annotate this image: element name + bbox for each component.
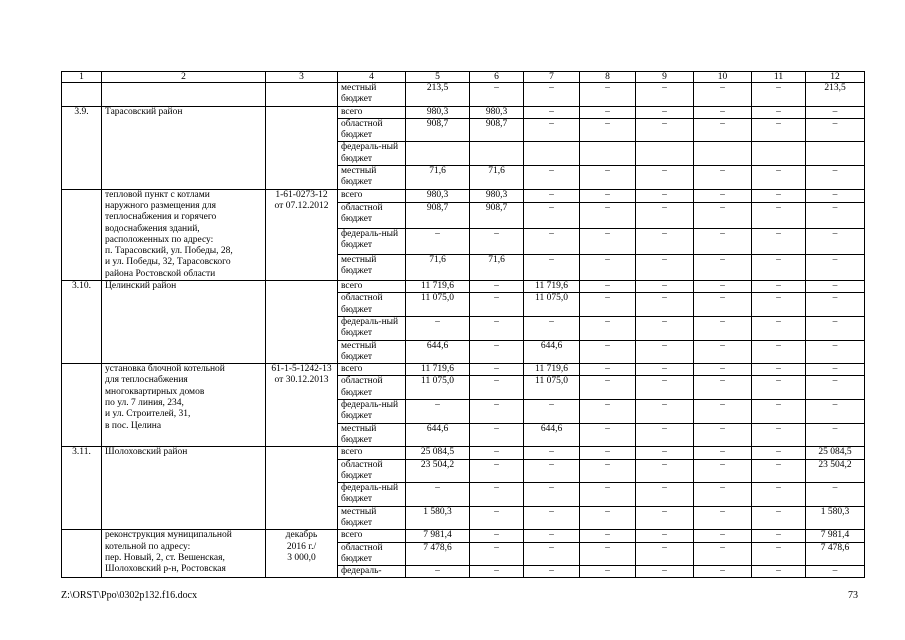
dash-cell: – [694, 364, 752, 376]
dash-cell: – [470, 506, 524, 530]
dash-cell: – [694, 118, 752, 142]
budget-type: всего [338, 364, 406, 376]
table-row [62, 281, 865, 293]
col-header: 5 [406, 72, 470, 83]
dash-cell: – [806, 364, 865, 376]
dash-cell: – [752, 316, 806, 340]
dash-cell: – [580, 459, 636, 483]
value-cell: 71,6 [470, 166, 524, 190]
value-cell: 908,7 [470, 118, 524, 142]
section-number: 3.10. [62, 281, 102, 364]
dash-cell: – [752, 255, 806, 281]
dash-cell: – [694, 281, 752, 293]
object-document: 1-61-0273-12 от 07.12.2012 [266, 189, 338, 280]
budget-type: всего [338, 106, 406, 118]
budget-type: федераль-ный бюджет [338, 316, 406, 340]
dash-cell: – [470, 566, 524, 578]
dash-cell: – [470, 364, 524, 376]
table-row [62, 106, 865, 118]
dash-cell: – [580, 83, 636, 107]
dash-cell: – [636, 364, 694, 376]
dash-cell: – [580, 340, 636, 364]
dash-cell: – [470, 316, 524, 340]
dash-cell: – [636, 118, 694, 142]
value-cell: 7 981,4 [406, 530, 470, 542]
budget-type: федераль-ный бюджет [338, 483, 406, 507]
object-document: декабрь 2016 г./ 3 000,0 [266, 530, 338, 578]
dash-cell: – [806, 106, 865, 118]
budget-type: областной бюджет [338, 118, 406, 142]
dash-cell: – [806, 189, 865, 203]
value-cell: 11 719,6 [406, 281, 470, 293]
value-cell: 11 719,6 [406, 364, 470, 376]
value-cell: 25 084,5 [806, 447, 865, 459]
dash-cell: – [806, 400, 865, 424]
value-cell: 644,6 [524, 423, 580, 447]
dash-cell: – [580, 423, 636, 447]
dash-cell: – [524, 83, 580, 107]
dash-cell: – [636, 293, 694, 317]
dash-cell: – [806, 255, 865, 281]
dash-cell: – [636, 83, 694, 107]
budget-type: областной бюджет [338, 542, 406, 566]
district-name: Тарасовский район [102, 106, 266, 189]
value-cell: 644,6 [524, 340, 580, 364]
col-header: 6 [470, 72, 524, 83]
dash-cell: – [694, 506, 752, 530]
table-row [62, 83, 865, 107]
dash-cell: – [694, 376, 752, 400]
table-row [62, 530, 865, 542]
dash-cell: – [524, 447, 580, 459]
budget-type: областной бюджет [338, 376, 406, 400]
dash-cell: – [580, 229, 636, 255]
dash-cell: – [636, 447, 694, 459]
dash-cell: – [580, 483, 636, 507]
value-cell: 11 075,0 [406, 376, 470, 400]
table-row [62, 189, 865, 203]
dash-cell: – [580, 400, 636, 424]
dash-cell: – [806, 483, 865, 507]
dash-cell: – [752, 166, 806, 190]
district-name: Целинский район [102, 281, 266, 364]
budget-type: местный бюджет [338, 166, 406, 190]
dash-cell: – [470, 229, 524, 255]
dash-cell: – [524, 189, 580, 203]
dash-cell: – [580, 530, 636, 542]
dash-cell: – [806, 229, 865, 255]
col-header: 4 [338, 72, 406, 83]
dash-cell: – [694, 530, 752, 542]
dash-cell: – [752, 530, 806, 542]
col-header: 1 [62, 72, 102, 83]
dash-cell: – [406, 566, 470, 578]
dash-cell: – [694, 189, 752, 203]
dash-cell: – [752, 106, 806, 118]
dash-cell: – [636, 506, 694, 530]
budget-type: областной бюджет [338, 203, 406, 229]
dash-cell: – [406, 229, 470, 255]
dash-cell: – [636, 376, 694, 400]
dash-cell: – [694, 255, 752, 281]
dash-cell: – [752, 83, 806, 107]
dash-cell: – [470, 376, 524, 400]
dash-cell: – [470, 459, 524, 483]
page-number: 73 [848, 590, 858, 601]
dash-cell: – [636, 423, 694, 447]
dash-cell: – [806, 166, 865, 190]
budget-type: областной бюджет [338, 293, 406, 317]
budget-type: федераль-ный бюджет [338, 142, 406, 166]
dash-cell: – [694, 340, 752, 364]
value-cell: 11 719,6 [524, 364, 580, 376]
budget-table [61, 71, 865, 578]
dash-cell: – [694, 166, 752, 190]
dash-cell: – [524, 400, 580, 424]
table-row [62, 447, 865, 459]
dash-cell: – [752, 189, 806, 203]
dash-cell: – [636, 459, 694, 483]
dash-cell: – [806, 118, 865, 142]
dash-cell: – [694, 316, 752, 340]
value-cell: 908,7 [470, 203, 524, 229]
dash-cell: – [470, 83, 524, 107]
dash-cell: – [580, 364, 636, 376]
dash-cell: – [806, 340, 865, 364]
value-cell: 1 580,3 [806, 506, 865, 530]
object-document: 61-1-5-1242-13 от 30.12.2013 [266, 364, 338, 447]
dash-cell: – [580, 118, 636, 142]
dash-cell: – [580, 293, 636, 317]
value-cell: 213,5 [806, 83, 865, 107]
dash-cell: – [752, 229, 806, 255]
dash-cell: – [636, 316, 694, 340]
value-cell: 7 981,4 [806, 530, 865, 542]
dash-cell: – [524, 530, 580, 542]
dash-cell: – [694, 83, 752, 107]
budget-type: всего [338, 447, 406, 459]
col-header: 8 [580, 72, 636, 83]
col-header: 10 [694, 72, 752, 83]
value-cell: 71,6 [406, 255, 470, 281]
budget-type: областной бюджет [338, 459, 406, 483]
dash-cell: – [470, 530, 524, 542]
budget-type: местный бюджет [338, 340, 406, 364]
dash-cell: – [524, 316, 580, 340]
object-description: реконструкция муниципальной котельной по адресу: пер. Новый, 2, ст. Вешенская, Шолоховский р-н, Ростовская [102, 530, 266, 578]
value-cell: 644,6 [406, 340, 470, 364]
dash-cell: – [524, 542, 580, 566]
dash-cell: – [752, 459, 806, 483]
dash-cell: – [524, 166, 580, 190]
value-cell: 71,6 [470, 255, 524, 281]
dash-cell: – [806, 293, 865, 317]
value-cell: 7 478,6 [406, 542, 470, 566]
value-cell: 980,3 [470, 189, 524, 203]
value-cell: 980,3 [406, 106, 470, 118]
dash-cell: – [752, 281, 806, 293]
dash-cell: – [752, 400, 806, 424]
dash-cell: – [524, 255, 580, 281]
dash-cell: – [752, 203, 806, 229]
dash-cell: – [470, 293, 524, 317]
dash-cell: – [580, 255, 636, 281]
dash-cell: – [694, 106, 752, 118]
dash-cell: – [406, 316, 470, 340]
dash-cell: – [636, 106, 694, 118]
value-cell: 1 580,3 [406, 506, 470, 530]
dash-cell: – [694, 459, 752, 483]
value-cell: 213,5 [406, 83, 470, 107]
dash-cell: – [694, 229, 752, 255]
value-cell: 11 075,0 [524, 376, 580, 400]
object-description: тепловой пункт с котлами наружного размещения для теплоснабжения и горячего водоснабжения зданий, расположенных по адресу: п. Тарасовский, ул. Победы, 28, и ул. Победы, 32, Тарасовского района Ростовской области [102, 189, 266, 280]
dash-cell: – [694, 423, 752, 447]
col-header: 2 [102, 72, 266, 83]
dash-cell: – [636, 530, 694, 542]
column-number-row [62, 72, 865, 83]
budget-type: местный бюджет [338, 423, 406, 447]
section-number: 3.11. [62, 447, 102, 530]
dash-cell: – [752, 566, 806, 578]
object-description: установка блочной котельной для теплоснабжения многоквартирных домов по ул. 7 линия, 234, и ул. Строителей, 31, в пос. Целина [102, 364, 266, 447]
dash-cell: – [470, 281, 524, 293]
value-cell: 11 075,0 [524, 293, 580, 317]
col-header: 9 [636, 72, 694, 83]
dash-cell: – [694, 203, 752, 229]
section-number: 3.9. [62, 106, 102, 189]
budget-type: всего [338, 281, 406, 293]
dash-cell: – [580, 566, 636, 578]
value-cell: 71,6 [406, 166, 470, 190]
dash-cell: – [694, 293, 752, 317]
dash-cell: – [406, 400, 470, 424]
dash-cell: – [580, 316, 636, 340]
budget-type: всего [338, 530, 406, 542]
budget-type: местный бюджет [338, 83, 406, 107]
dash-cell: – [694, 566, 752, 578]
dash-cell: – [636, 255, 694, 281]
dash-cell: – [806, 281, 865, 293]
dash-cell: – [580, 106, 636, 118]
dash-cell: – [580, 189, 636, 203]
dash-cell: – [752, 423, 806, 447]
dash-cell: – [470, 423, 524, 447]
dash-cell: – [806, 203, 865, 229]
budget-type: местный бюджет [338, 506, 406, 530]
dash-cell: – [636, 166, 694, 190]
dash-cell: – [636, 340, 694, 364]
dash-cell: – [524, 506, 580, 530]
dash-cell: – [752, 364, 806, 376]
dash-cell: – [524, 118, 580, 142]
dash-cell: – [580, 542, 636, 566]
dash-cell: – [580, 376, 636, 400]
dash-cell: – [524, 483, 580, 507]
dash-cell: – [580, 506, 636, 530]
dash-cell: – [694, 483, 752, 507]
dash-cell: – [580, 281, 636, 293]
value-cell: 11 719,6 [524, 281, 580, 293]
dash-cell: – [470, 542, 524, 566]
dash-cell: – [636, 281, 694, 293]
budget-type: федераль- [338, 566, 406, 578]
dash-cell: – [806, 423, 865, 447]
dash-cell: – [636, 400, 694, 424]
value-cell: 908,7 [406, 203, 470, 229]
col-header: 7 [524, 72, 580, 83]
budget-type: всего [338, 189, 406, 203]
dash-cell: – [636, 483, 694, 507]
dash-cell: – [524, 229, 580, 255]
value-cell: 980,3 [470, 106, 524, 118]
dash-cell: – [752, 118, 806, 142]
value-cell: 908,7 [406, 118, 470, 142]
dash-cell: – [694, 542, 752, 566]
value-cell: 23 504,2 [806, 459, 865, 483]
dash-cell: – [636, 566, 694, 578]
value-cell: 11 075,0 [406, 293, 470, 317]
dash-cell: – [636, 203, 694, 229]
dash-cell: – [580, 203, 636, 229]
dash-cell: – [580, 447, 636, 459]
dash-cell: – [470, 447, 524, 459]
budget-type: федераль-ный бюджет [338, 400, 406, 424]
col-header: 3 [266, 72, 338, 83]
value-cell: 25 084,5 [406, 447, 470, 459]
dash-cell: – [752, 447, 806, 459]
value-cell: 23 504,2 [406, 459, 470, 483]
file-path: Z:\ORST\Ppo\0302p132.f16.docx [61, 590, 198, 601]
dash-cell: – [694, 447, 752, 459]
dash-cell: – [470, 400, 524, 424]
value-cell: 980,3 [406, 189, 470, 203]
dash-cell: – [752, 483, 806, 507]
budget-type: федераль-ный бюджет [338, 229, 406, 255]
dash-cell: – [752, 506, 806, 530]
col-header: 11 [752, 72, 806, 83]
dash-cell: – [752, 542, 806, 566]
dash-cell: – [406, 483, 470, 507]
dash-cell: – [752, 376, 806, 400]
dash-cell: – [470, 340, 524, 364]
dash-cell: – [752, 293, 806, 317]
dash-cell: – [470, 483, 524, 507]
dash-cell: – [636, 542, 694, 566]
dash-cell: – [524, 106, 580, 118]
dash-cell: – [636, 189, 694, 203]
value-cell: 7 478,6 [806, 542, 865, 566]
dash-cell: – [806, 376, 865, 400]
col-header: 12 [806, 72, 865, 83]
dash-cell: – [524, 459, 580, 483]
dash-cell: – [694, 400, 752, 424]
dash-cell: – [524, 566, 580, 578]
dash-cell: – [752, 340, 806, 364]
dash-cell: – [580, 166, 636, 190]
dash-cell: – [636, 229, 694, 255]
dash-cell: – [806, 316, 865, 340]
dash-cell: – [806, 566, 865, 578]
dash-cell: – [524, 203, 580, 229]
value-cell: 644,6 [406, 423, 470, 447]
budget-type: местный бюджет [338, 255, 406, 281]
table-row [62, 364, 865, 376]
district-name: Шолоховский район [102, 447, 266, 530]
